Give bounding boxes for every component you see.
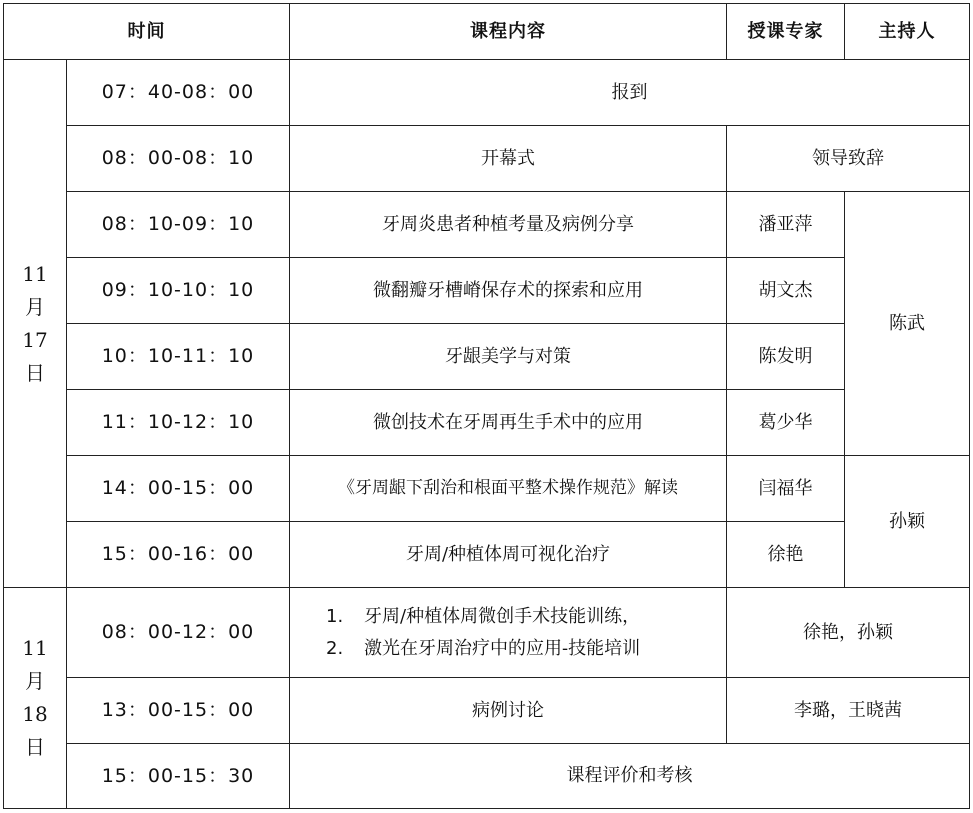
- table-row: [4, 258, 970, 324]
- time-cell: 08：10-09：10: [67, 192, 290, 258]
- list-number: 2.: [326, 637, 344, 659]
- header-row: [4, 4, 970, 60]
- table-row: [4, 678, 970, 744]
- day-label-part: 月: [25, 294, 45, 319]
- list-text: 牙周/种植体周微创手术技能训练，: [364, 605, 641, 627]
- content-cell: 牙龈美学与对策: [290, 324, 727, 390]
- expert-cell: 闫福华: [727, 456, 845, 522]
- time-cell: 09：10-10：10: [67, 258, 290, 324]
- day-label-part: 18: [22, 702, 48, 726]
- time-cell: 13：00-15：00: [67, 678, 290, 744]
- expert-cell: 领导致辞: [727, 126, 970, 192]
- table-row: [4, 60, 970, 126]
- host-cell: 陈武: [845, 192, 970, 456]
- day-label-part: 11: [22, 636, 48, 660]
- expert-cell: 葛少华: [727, 390, 845, 456]
- content-cell: 《牙周龈下刮治和根面平整术操作规范》解读: [290, 456, 727, 522]
- header-time: 时间: [4, 4, 290, 60]
- day-label-nov-18: [4, 588, 67, 809]
- day-label-part: 17: [22, 327, 48, 352]
- day-label-part: 日: [25, 360, 45, 385]
- header-content: 课程内容: [290, 4, 727, 60]
- list-text: 激光在牙周治疗中的应用-技能培训: [364, 637, 641, 659]
- content-cell: 课程评价和考核: [290, 744, 970, 809]
- header-expert: 授课专家: [727, 4, 845, 60]
- content-cell: 微翻瓣牙槽嵴保存术的探索和应用: [290, 258, 727, 324]
- content-cell: 报到: [290, 60, 970, 126]
- content-cell: 病例讨论: [290, 678, 727, 744]
- expert-cell: 潘亚萍: [727, 192, 845, 258]
- expert-cell: 徐艳，孙颖: [727, 588, 970, 678]
- time-cell: 15：00-15：30: [67, 744, 290, 809]
- content-cell: 微创技术在牙周再生手术中的应用: [290, 390, 727, 456]
- list-number: 1.: [326, 605, 344, 627]
- expert-cell: 陈发明: [727, 324, 845, 390]
- content-cell: 牙周/种植体周可视化治疗: [290, 522, 727, 588]
- day-label-part: 月: [25, 669, 45, 693]
- table-row: [4, 126, 970, 192]
- table-row: [4, 192, 970, 258]
- content-cell: 牙周炎患者种植考量及病例分享: [290, 192, 727, 258]
- time-cell: 10：10-11：10: [67, 324, 290, 390]
- host-cell: 孙颖: [845, 456, 970, 588]
- list-item: [326, 633, 726, 665]
- time-cell: 08：00-12：00: [67, 588, 290, 678]
- expert-cell: 徐艳: [727, 522, 845, 588]
- list-item: [326, 601, 726, 633]
- day-label-part: 日: [25, 735, 45, 759]
- table-row: [4, 390, 970, 456]
- time-cell: 07：40-08：00: [67, 60, 290, 126]
- time-cell: 08：00-08：10: [67, 126, 290, 192]
- content-cell: 开幕式: [290, 126, 727, 192]
- day-label-part: 11: [22, 261, 48, 286]
- expert-cell: 李璐，王晓茜: [727, 678, 970, 744]
- time-cell: 15：00-16：00: [67, 522, 290, 588]
- table-row: [4, 456, 970, 522]
- table-row: [4, 522, 970, 588]
- table-row: [4, 324, 970, 390]
- header-host: 主持人: [845, 4, 970, 60]
- table-row: [4, 744, 970, 809]
- table-row: [4, 588, 970, 678]
- time-cell: 14：00-15：00: [67, 456, 290, 522]
- day-label-nov-17: [4, 60, 67, 588]
- content-cell-list: [290, 588, 727, 678]
- time-cell: 11：10-12：10: [67, 390, 290, 456]
- schedule-table: [3, 3, 970, 809]
- expert-cell: 胡文杰: [727, 258, 845, 324]
